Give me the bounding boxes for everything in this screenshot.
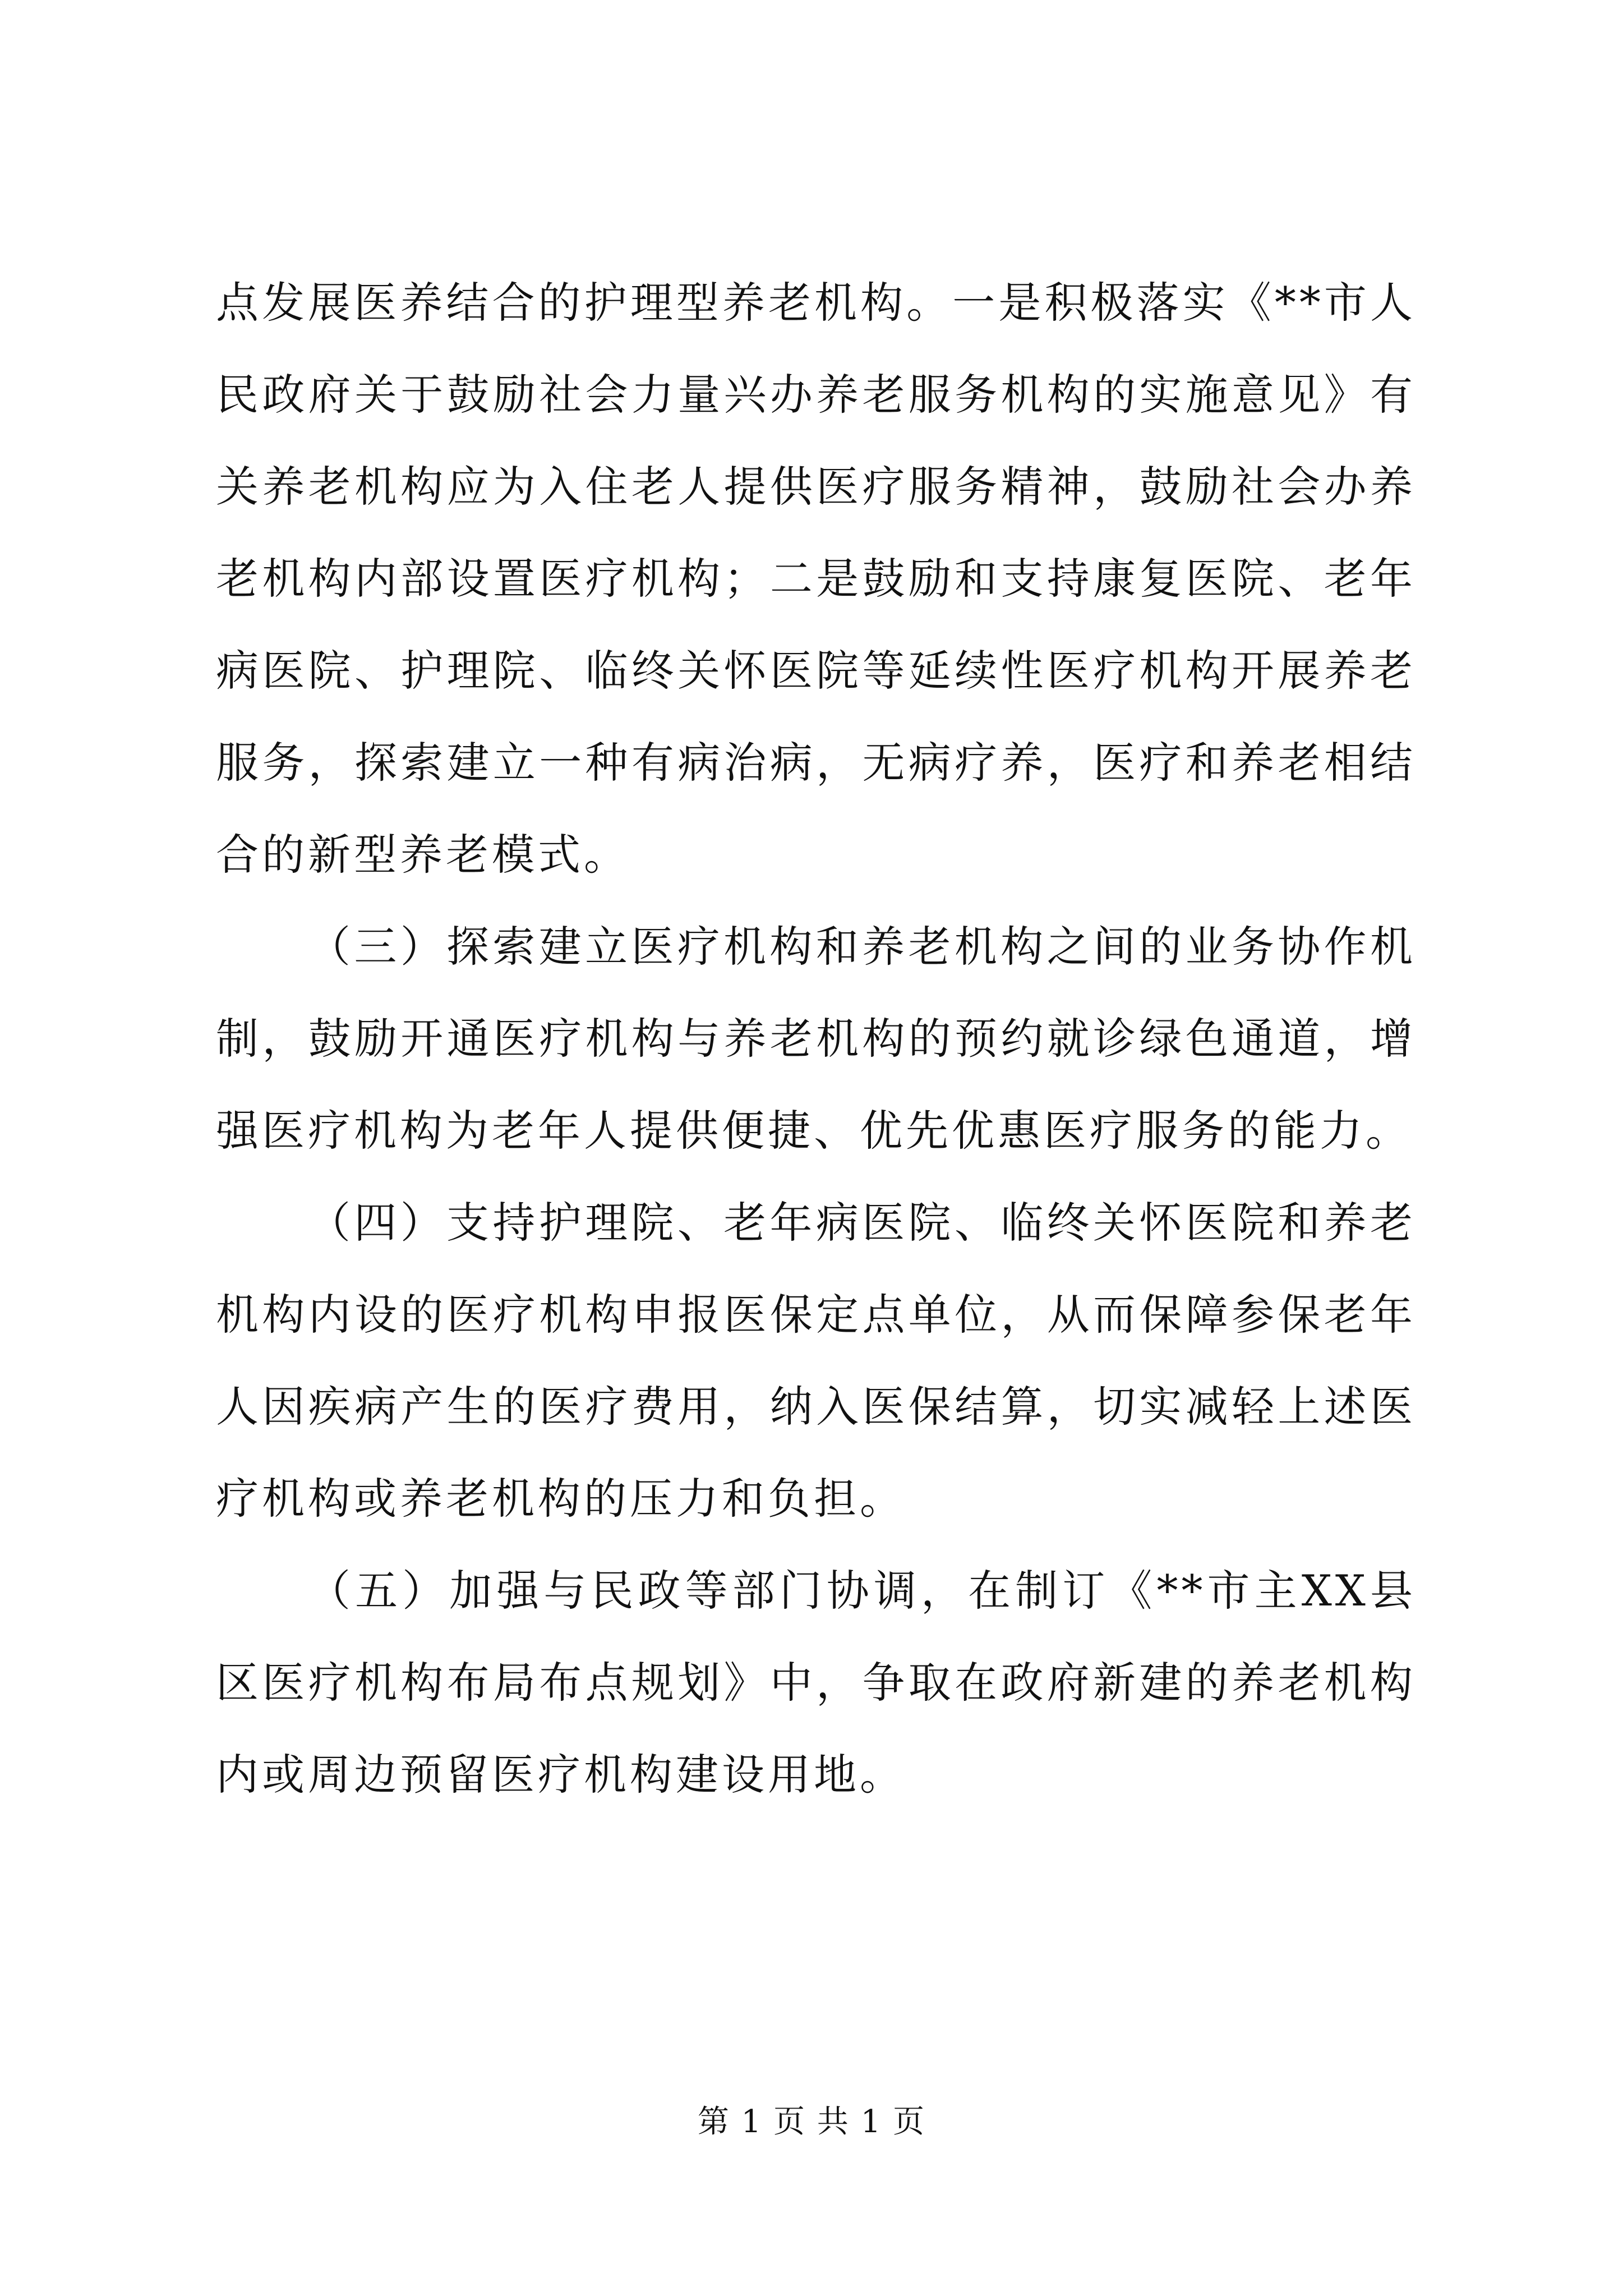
paragraph-item-five: （五）加强与民政等部门协调，在制订《**市主XX县区医疗机构布局布点规划》中，争取在政府新建的养老机构内或周边预留医疗机构建设用地。 <box>216 1566 1416 1800</box>
document-body <box>216 257 1416 1821</box>
paragraph-item-four: （四）支持护理院、老年病医院、临终关怀医院和养老机构内设的医疗机构申报医保定点单位，从而保障参保老年人因疾病产生的医疗费用，纳入医保结算，切实减轻上述医疗机构或养老机构的压力和负担。 <box>216 1198 1416 1524</box>
paragraph-item-three: （三）探索建立医疗机构和养老机构之间的业务协作机制，鼓励开通医疗机构与养老机构的预约就诊绿色通道，增强医疗机构为老年人提供便捷、优先优惠医疗服务的能力。 <box>216 922 1416 1156</box>
page-number-footer: 第 1 页 共 1 页 <box>697 2104 926 2140</box>
paragraph-continuation: 点发展医养结合的护理型养老机构。一是积极落实《**市人民政府关于鼓励社会力量兴办养老服务机构的实施意见》有关养老机构应为入住老人提供医疗服务精神，鼓励社会办养老机构内部设置医疗机构；二是鼓励和支持康复医院、老年病医院、护理院、临终关怀医院等延续性医疗机构开展养老服务，探索建立一种有病治病，无病疗养，医疗和养老相结合的新型养老模式。 <box>216 278 1416 880</box>
